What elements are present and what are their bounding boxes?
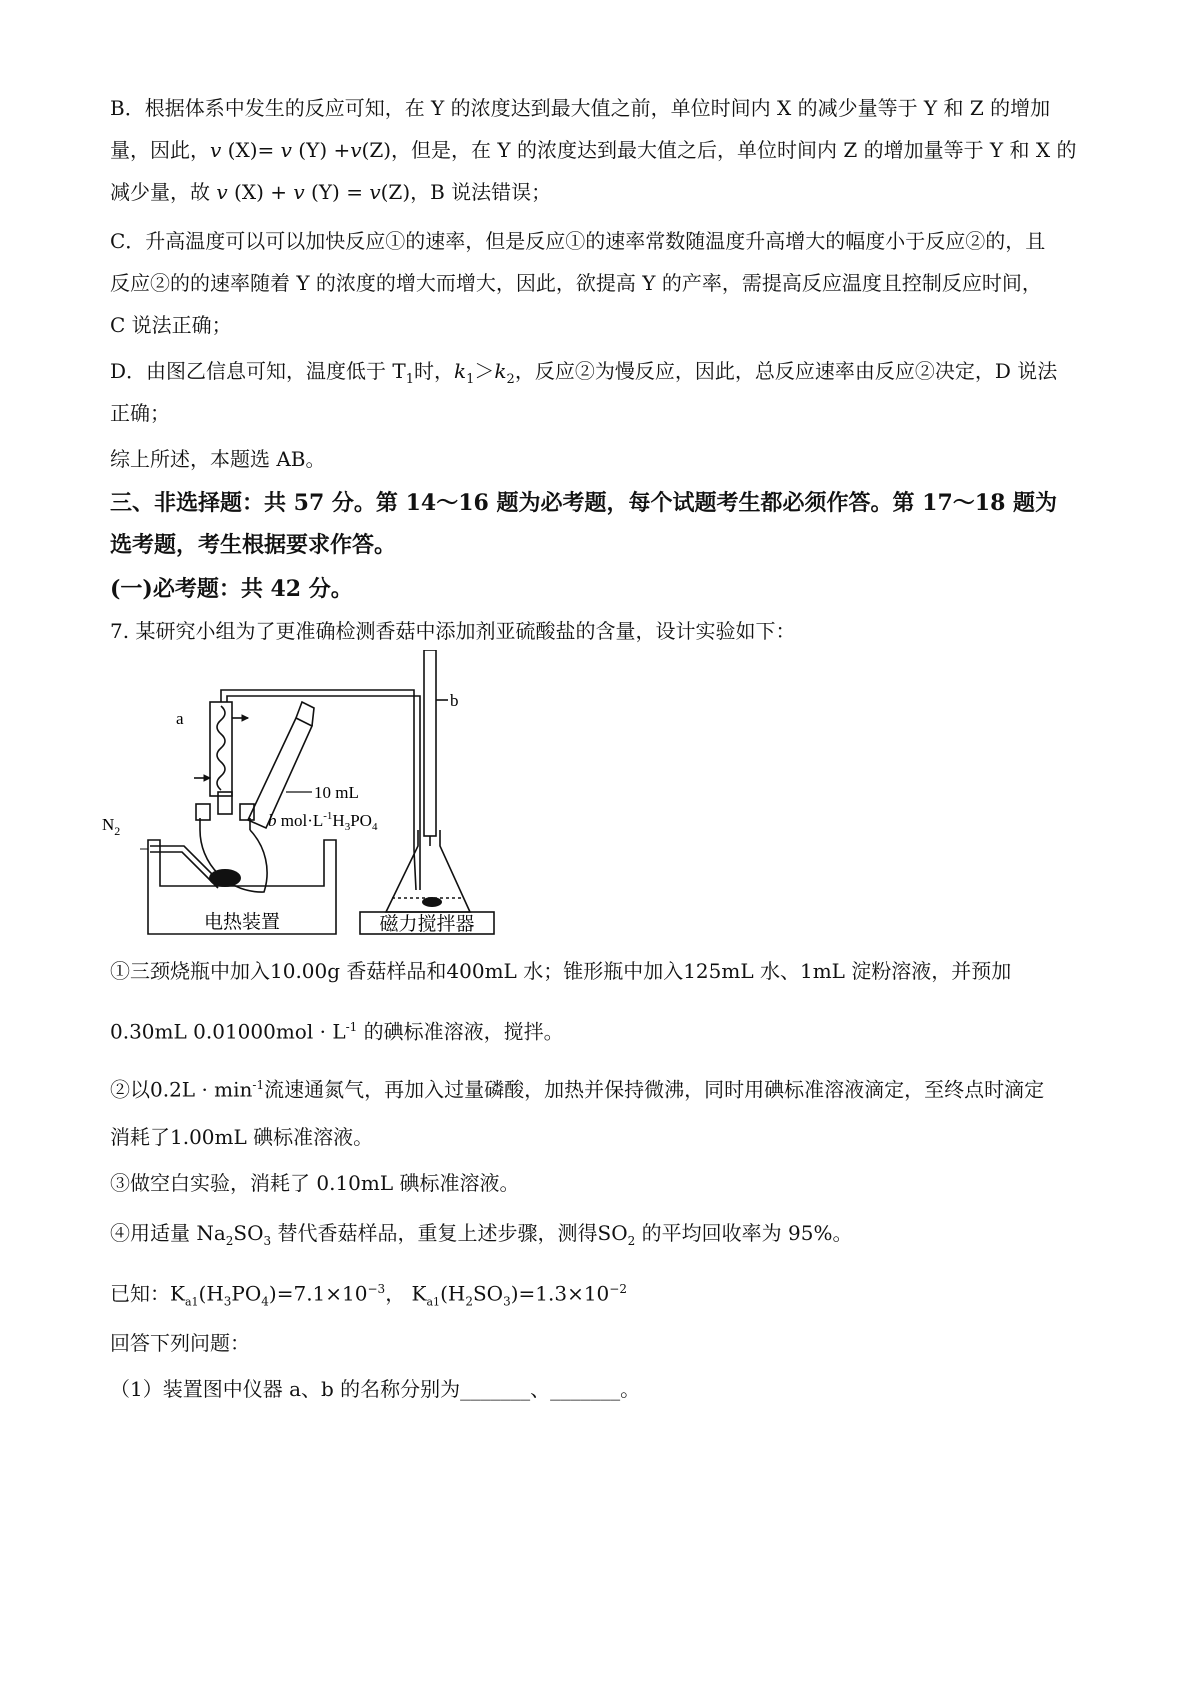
text: (Z)，但是，在 Y 的浓度达到最大值之后，单位时间内 Z 的增加量等于 Y 和 X 的 [361,138,1077,162]
apparatus-figure [100,650,560,940]
step-2-line-1 [110,1072,1044,1103]
text: ④用适量 Na [110,1221,226,1245]
condenser-coil [217,706,225,790]
subscript: 2 [225,1234,234,1248]
label-10ml: 10 mL [314,783,359,802]
text: 的平均回收率为 95%。 [635,1221,853,1245]
v-symbol: v [210,138,222,162]
text: SO [233,1221,264,1245]
v-symbol: v [280,138,292,162]
subscript: a1 [184,1295,199,1309]
text: (X) + [227,180,294,204]
label-heater: 电热装置 [203,912,281,933]
step-1-line-1: ①三颈烧瓶中加入10.00g 香菇样品和400mL 水；锥形瓶中加入125mL 水、1mL 淀粉溶液，并预加 [110,959,1012,983]
subscript: 3 [223,1294,232,1309]
answer-prompt: 回答下列问题： [110,1331,250,1355]
label-acid [268,810,378,833]
subscript: 2 [506,372,515,387]
label-a: a [176,709,184,728]
exponent: -1 [252,1078,265,1092]
section-heading-line-2: 选考题，考生根据要求作答。 [110,532,397,558]
option-d-line-2: 正确； [110,401,170,425]
option-b-line-3 [110,179,551,205]
text: 减少量，故 [110,180,217,204]
sub-question-1: （1）装置图中仪器 a、b 的名称分别为_______、_______。 [110,1377,641,1401]
text: 0.30mL 0.01000mol · L [110,1019,346,1044]
n2-text: N [102,815,115,834]
stir-bar [422,897,442,907]
text: D．由图乙信息可知，温度低于 T [110,359,406,383]
step-1-line-2 [110,1014,564,1045]
text: ，反应②为慢反应，因此，总反应速率由反应②决定，D 说法 [514,359,1058,383]
option-c-line-2: 反应②的的速率随着 Y 的浓度的增大而增大，因此，欲提高 Y 的产率，需提高反应温度且控制反应时间， [110,271,1042,295]
text: )=7.1×10 [268,1281,368,1306]
subsection-heading: (一)必考题：共 42 分。 [110,576,353,602]
text: 已知：K [110,1281,185,1306]
flask-neck-left [196,804,210,820]
acid-exp: -1 [323,810,333,822]
subscript: 3 [503,1294,511,1309]
option-c-line-3: C 说法正确； [110,313,232,337]
text: (X)= [221,138,281,162]
text: 流速通氮气，再加入过量磷酸，加热并保持微沸，同时用碘标准溶液滴定，至终点时滴定 [264,1077,1045,1102]
n2-sub: 2 [114,824,121,838]
burette-tube [424,650,436,836]
acid-s1: 3 [344,821,351,833]
text: 的碘标准溶液，搅拌。 [357,1019,564,1044]
option-d-line-1 [110,358,1057,393]
step-2-line-2: 消耗了1.00mL 碘标准溶液。 [110,1125,374,1149]
subscript: 4 [261,1294,269,1309]
subscript: 1 [405,372,415,387]
subscript: 3 [263,1234,272,1248]
step-4 [110,1220,852,1254]
text: (Y) + [291,138,351,162]
text: 替代香菇样品，重复上述步骤，测得SO [271,1221,628,1245]
k1-symbol: k [454,359,467,383]
subscript: a1 [426,1295,441,1309]
question-7-intro: 7. 某研究小组为了更准确检测香菇中添加剂亚硫酸盐的含量，设计实验如下： [110,619,796,643]
exponent: −3 [367,1282,386,1296]
acid-s2: 4 [371,821,378,833]
subscript: 1 [466,372,475,387]
text: )=1.3×10 [510,1281,610,1306]
text: PO [231,1281,262,1306]
text: (Y) = [304,180,370,204]
exponent: -1 [345,1020,358,1034]
option-c-line-1: C．升高温度可以可以加快反应①的速率，但是反应①的速率常数随温度升高增大的幅度小于反应②的，且 [110,229,1046,253]
option-b-line-1: B．根据体系中发生的反应可知，在 Y 的浓度达到最大值之前，单位时间内 X 的减少量等于 Y 和 Z 的增加 [110,96,1051,120]
k2-symbol: k [494,359,507,383]
acid-b: b [268,811,277,830]
text: SO [472,1281,504,1306]
sample-in-flask [209,869,241,887]
v-symbol: v [293,180,305,204]
text: (Z)，B 说法错误； [380,180,552,204]
acid-h: H [332,811,345,830]
summary: 综上所述，本题选 AB。 [110,447,326,471]
step-3: ③做空白实验，消耗了 0.10mL 碘标准溶液。 [110,1171,520,1195]
text: ， K [385,1281,427,1306]
v-symbol: v [350,138,362,162]
ka-line [110,1276,627,1316]
text: 时， [414,359,455,383]
section-heading-line-1: 三、非选择题：共 57 分。第 14～16 题为必考题，每个试题考生都必须作答。第 17～18 题为 [110,490,1058,516]
acid-po: PO [350,811,372,830]
text: (H [440,1281,466,1306]
label-n2 [102,815,120,838]
gt-symbol: ＞ [474,359,495,383]
v-symbol: v [369,180,381,204]
subscript: 2 [627,1234,636,1248]
text: ②以0.2L · min [110,1077,253,1102]
acid-unit: mol·L [276,811,324,830]
option-b-line-2 [110,137,1076,163]
text: 量，因此， [110,138,210,162]
text: (H [198,1281,224,1306]
v-symbol: v [216,180,228,204]
subscript: 2 [465,1294,473,1309]
label-stirrer: 磁力搅拌器 [379,914,475,935]
label-b: b [450,691,459,710]
exponent: −2 [609,1282,627,1296]
